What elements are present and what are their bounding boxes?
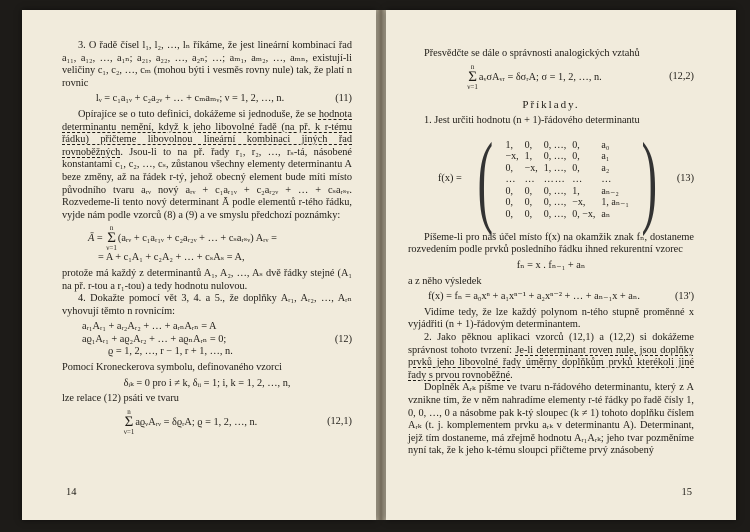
determinant-cell: 0, xyxy=(505,162,513,174)
determinant-row xyxy=(502,151,631,163)
determinant-cell: 1, xyxy=(572,185,580,197)
left-page xyxy=(22,10,376,520)
equation-delta: δᵢₖ = 0 pro i ≠ k, δᵢᵢ = 1; i, k = 1, 2, …, n, xyxy=(123,377,291,389)
example-1: 1. Jest určiti hodnotu (n + 1)-řádového determinantu xyxy=(424,115,640,127)
determinant-row xyxy=(502,186,631,198)
page-number-right: 15 xyxy=(681,487,692,498)
paragraph-piseme: Píšeme-li pro náš účel místo f(x) na okamžik znak fₙ, dostaneme rozvedením podle prvků posledního řádku ihned rekurentní vzorec xyxy=(408,231,694,256)
determinant-cell: …… xyxy=(543,174,566,186)
equation-12-1-number: (12,1) xyxy=(327,416,352,428)
paragraph-3: 3. O řadě čísel l₁, l₂, …, lₙ říkáme, že jest lineární kombinací řad a₁₁, a₁₂, …, a₁ₙ; a₂₁, a₂₂, …, a₂ₙ; …; aₘ₁, aₘ₂, …, aₘₙ, existují-li veličiny c₁, c₂, …, cₘ (mohou býti i vesměs rovny nule) tak, že platí n rovnic xyxy=(62,40,352,89)
determinant-cell: 0, …, xyxy=(543,185,567,197)
equation-12-1: n Σ ν=1 aϱᵥAᵣᵥ = δϱᵣA; ϱ = 1, 2, …, n. (12,1) xyxy=(123,407,352,436)
determinant-cell: 0, …, xyxy=(543,139,567,151)
equation-11 xyxy=(62,93,352,106)
determinant-cell: a₂ xyxy=(601,162,610,174)
determinant-cell: 1, aₙ₋₁ xyxy=(601,197,629,209)
paragraph-presvedcte: Přesvědčte se dále o správnosti analogických vztahů xyxy=(424,48,640,59)
determinant-cell: 0, xyxy=(524,208,533,220)
determinant-cell: 0, …, xyxy=(543,151,567,163)
underlined-claim: Je-li determinant roven nule, jsou doplňky prvků jeho libovolné řady úměrny doplňkům prvků kterékoli jiné řady s prvou rovnoběžné xyxy=(408,344,694,381)
determinant-cell: a₀ xyxy=(601,139,610,151)
determinant-cell: a₁ xyxy=(601,151,610,163)
determinant-row xyxy=(502,163,631,175)
determinant-cell: … xyxy=(572,174,584,186)
paragraph-protoze: protože má každý z determinantů A₁, A₂, …, Aₛ dvě řádky stejné (A₁ na př. r-tou a r₁-tou) a tedy hodnotu nulovou. xyxy=(62,267,352,292)
determinant-cell: 1, xyxy=(524,151,533,163)
determinant-cell: 0, …, xyxy=(543,208,567,220)
determinant-lhs: f(x) = xyxy=(438,173,462,185)
left-page-text xyxy=(62,40,352,439)
determinant-cell: 0, −x, xyxy=(572,208,596,220)
equation-recurrence: fₙ = x . fₙ₋₁ + aₙ xyxy=(516,259,586,271)
determinant-cell: 0, xyxy=(505,208,513,220)
underlined-theorem: hodnota determinantu nemění, když k jeho libovolné řadě (na př. k r-tému řádku) přičteme libovolnou lineární kombinaci jiných řad rovnoběžných xyxy=(62,108,352,158)
equation-13-prime: f(x) = fₙ = a₀xⁿ + a₁xⁿ⁻¹ + a₂xⁿ⁻² + … + aₙ₋₁x + aₙ. (13') xyxy=(428,291,694,303)
sum-symbol: n Σ ν=1 xyxy=(106,224,117,253)
determinant-13 xyxy=(438,121,694,237)
determinant-row xyxy=(502,197,631,209)
paragraph-4: 4. Dokažte pomocí vět 3, 4. a 5., že doplňky Aᵣ₁, Aᵣ₂, …, Aᵣₙ vyhovují těmto n rovnicím: xyxy=(62,293,352,317)
equation-12-number: (12) xyxy=(334,333,352,345)
equation-abar: Ā = n Σ ν=1 (aᵣᵥ + c₁aᵣ₁ᵥ + c₂aᵣ₂ᵥ + … + cₛaᵣₛᵥ) Aᵣᵥ = = A + c₁A₁ + c₂A₂ + … + cₛAₛ = A, xyxy=(88,224,277,264)
determinant-row xyxy=(502,174,631,186)
determinant-cell: −x, xyxy=(524,162,538,174)
determinant-cell: 0, xyxy=(505,197,513,209)
paragraph-kronecker: Pomocí Kroneckerova symbolu, definovaného vzorci xyxy=(62,362,282,374)
paragraph-doplnek: Doplněk Aᵣₖ píšme ve tvaru n-řádového determinantu, který z A vznikne tím, že v něm nahradíme elementy r-té řádky po řadě čísly 1, 0, 0, …, 0 a násobme pak k-tý sloupec (k ≠ 1) tohoto doplňku číslem Aᵣₖ (t. j. komplementem prvku aᵣₖ v determinantu A). Determinant, jejž tím dostaneme, má zřejmě hodnotu Aᵣ₁Aᵣₖ; jeho tvar pozměníme nyní tak, že k jeho k-tému sloupci přičteme prvý znásobený xyxy=(408,382,694,457)
left-paren: ( xyxy=(477,121,493,237)
determinant-cell: aₙ₋₂ xyxy=(601,185,619,197)
example-2: 2. Jako pěknou aplikaci vzorců (12,1) a (12,2) si dokážeme správnost tohoto tvrzení: Je-li determinant roven nule, jsou doplňky prvků jeho libovolné řady úměrny doplňkům prvků kterékoli jiné řady s prvou rovnoběžné. xyxy=(408,331,694,381)
determinant-cell: 0, xyxy=(524,185,533,197)
determinant-cell: 1, xyxy=(505,139,513,151)
right-page xyxy=(386,10,736,520)
determinant-cell: 0, xyxy=(524,197,533,209)
determinant-cell: … xyxy=(601,174,613,186)
paragraph-vidime: Vidíme tedy, že lze každý polynom n-tého stupně proměnné x vyjádřiti (n + 1)-řádovým determinantem. xyxy=(408,306,694,331)
determinant-matrix xyxy=(502,140,631,221)
determinant-cell: 0, …, xyxy=(543,197,567,209)
equation-13-number: (13) xyxy=(676,173,694,185)
determinant-cell: 1, …, xyxy=(543,162,567,174)
determinant-cell: 0, xyxy=(505,185,513,197)
determinant-cell: 0, xyxy=(572,151,580,163)
equation-12: aᵣ₁Aᵣ₁ + aᵣ₂Aᵣ₂ + … + aᵣₙAᵣₙ = A aϱ₁Aᵣ₁ + aϱ₂Aᵣ₂ + … + aϱₙAᵣₙ = 0; ϱ = 1, 2, …, r − 1, r + 1, …, n. (12) xyxy=(82,321,352,358)
determinant-row xyxy=(502,140,631,152)
determinant-cell: … xyxy=(524,174,536,186)
determinant-cell: … xyxy=(505,174,517,186)
determinant-cell: 0, xyxy=(572,162,580,174)
determinant-cell: −x, xyxy=(505,151,519,163)
section-heading: Příklady. xyxy=(522,98,580,111)
determinant-cell: 0, xyxy=(524,139,533,151)
equation-12-2-number: (12,2) xyxy=(669,70,694,82)
equation-11-formula: lᵥ = c₁a₁ᵥ + c₂a₂ᵥ + … + cₘaₘᵥ; ν = 1, 2, …, n. xyxy=(95,93,285,105)
equation-13-prime-number: (13') xyxy=(674,291,694,303)
paragraph-definition: Opírajíce se o tuto definici, dokážeme si jednoduše, že se hodnota determinantu nemění, když k jeho libovolné řadě (na př. k r-tému řádku) přičteme libovolnou lineární kombinaci jiných řad rovnoběžných. Jsou-li to na př. řady r₁, r₂, …, rₛ-tá, násobené konstantami c₁, c₂, …, cₛ, zůstanou všechny elementy determinantu A beze změny, až na řádek r-tý, jehož obecný element bude míti místo původního tvaru aᵣᵥ nový aᵣᵥ + c₁aᵣ₁ᵥ + c₂aᵣ₂ᵥ + … + cₛaᵣₛᵥ. Rozvedeme-li tento nový determinant Ā podle elementů r-tého řádku, vyjde nám podle vzorců (8) a (9) a ve smyslu předchozí poznámky: xyxy=(62,108,352,221)
page-number-left: 14 xyxy=(66,487,77,498)
book-gutter xyxy=(376,10,386,520)
determinant-row xyxy=(502,209,631,221)
determinant-cell: aₙ xyxy=(601,208,611,220)
equation-12-2: n Σ ν=1 aᵥσAᵥᵣ = δσᵣA; σ = 1, 2, …, n. (12,2) xyxy=(467,62,694,91)
right-page-text xyxy=(408,48,694,458)
paragraph-vysledek: a z něho výsledek xyxy=(408,275,482,287)
right-paren: ) xyxy=(641,121,658,237)
determinant-cell: −x, xyxy=(572,197,586,209)
paragraph-lze: lze relace (12) psáti ve tvaru xyxy=(62,393,179,405)
equation-11-number: (11) xyxy=(335,93,352,105)
determinant-cell: 0, xyxy=(572,139,580,151)
